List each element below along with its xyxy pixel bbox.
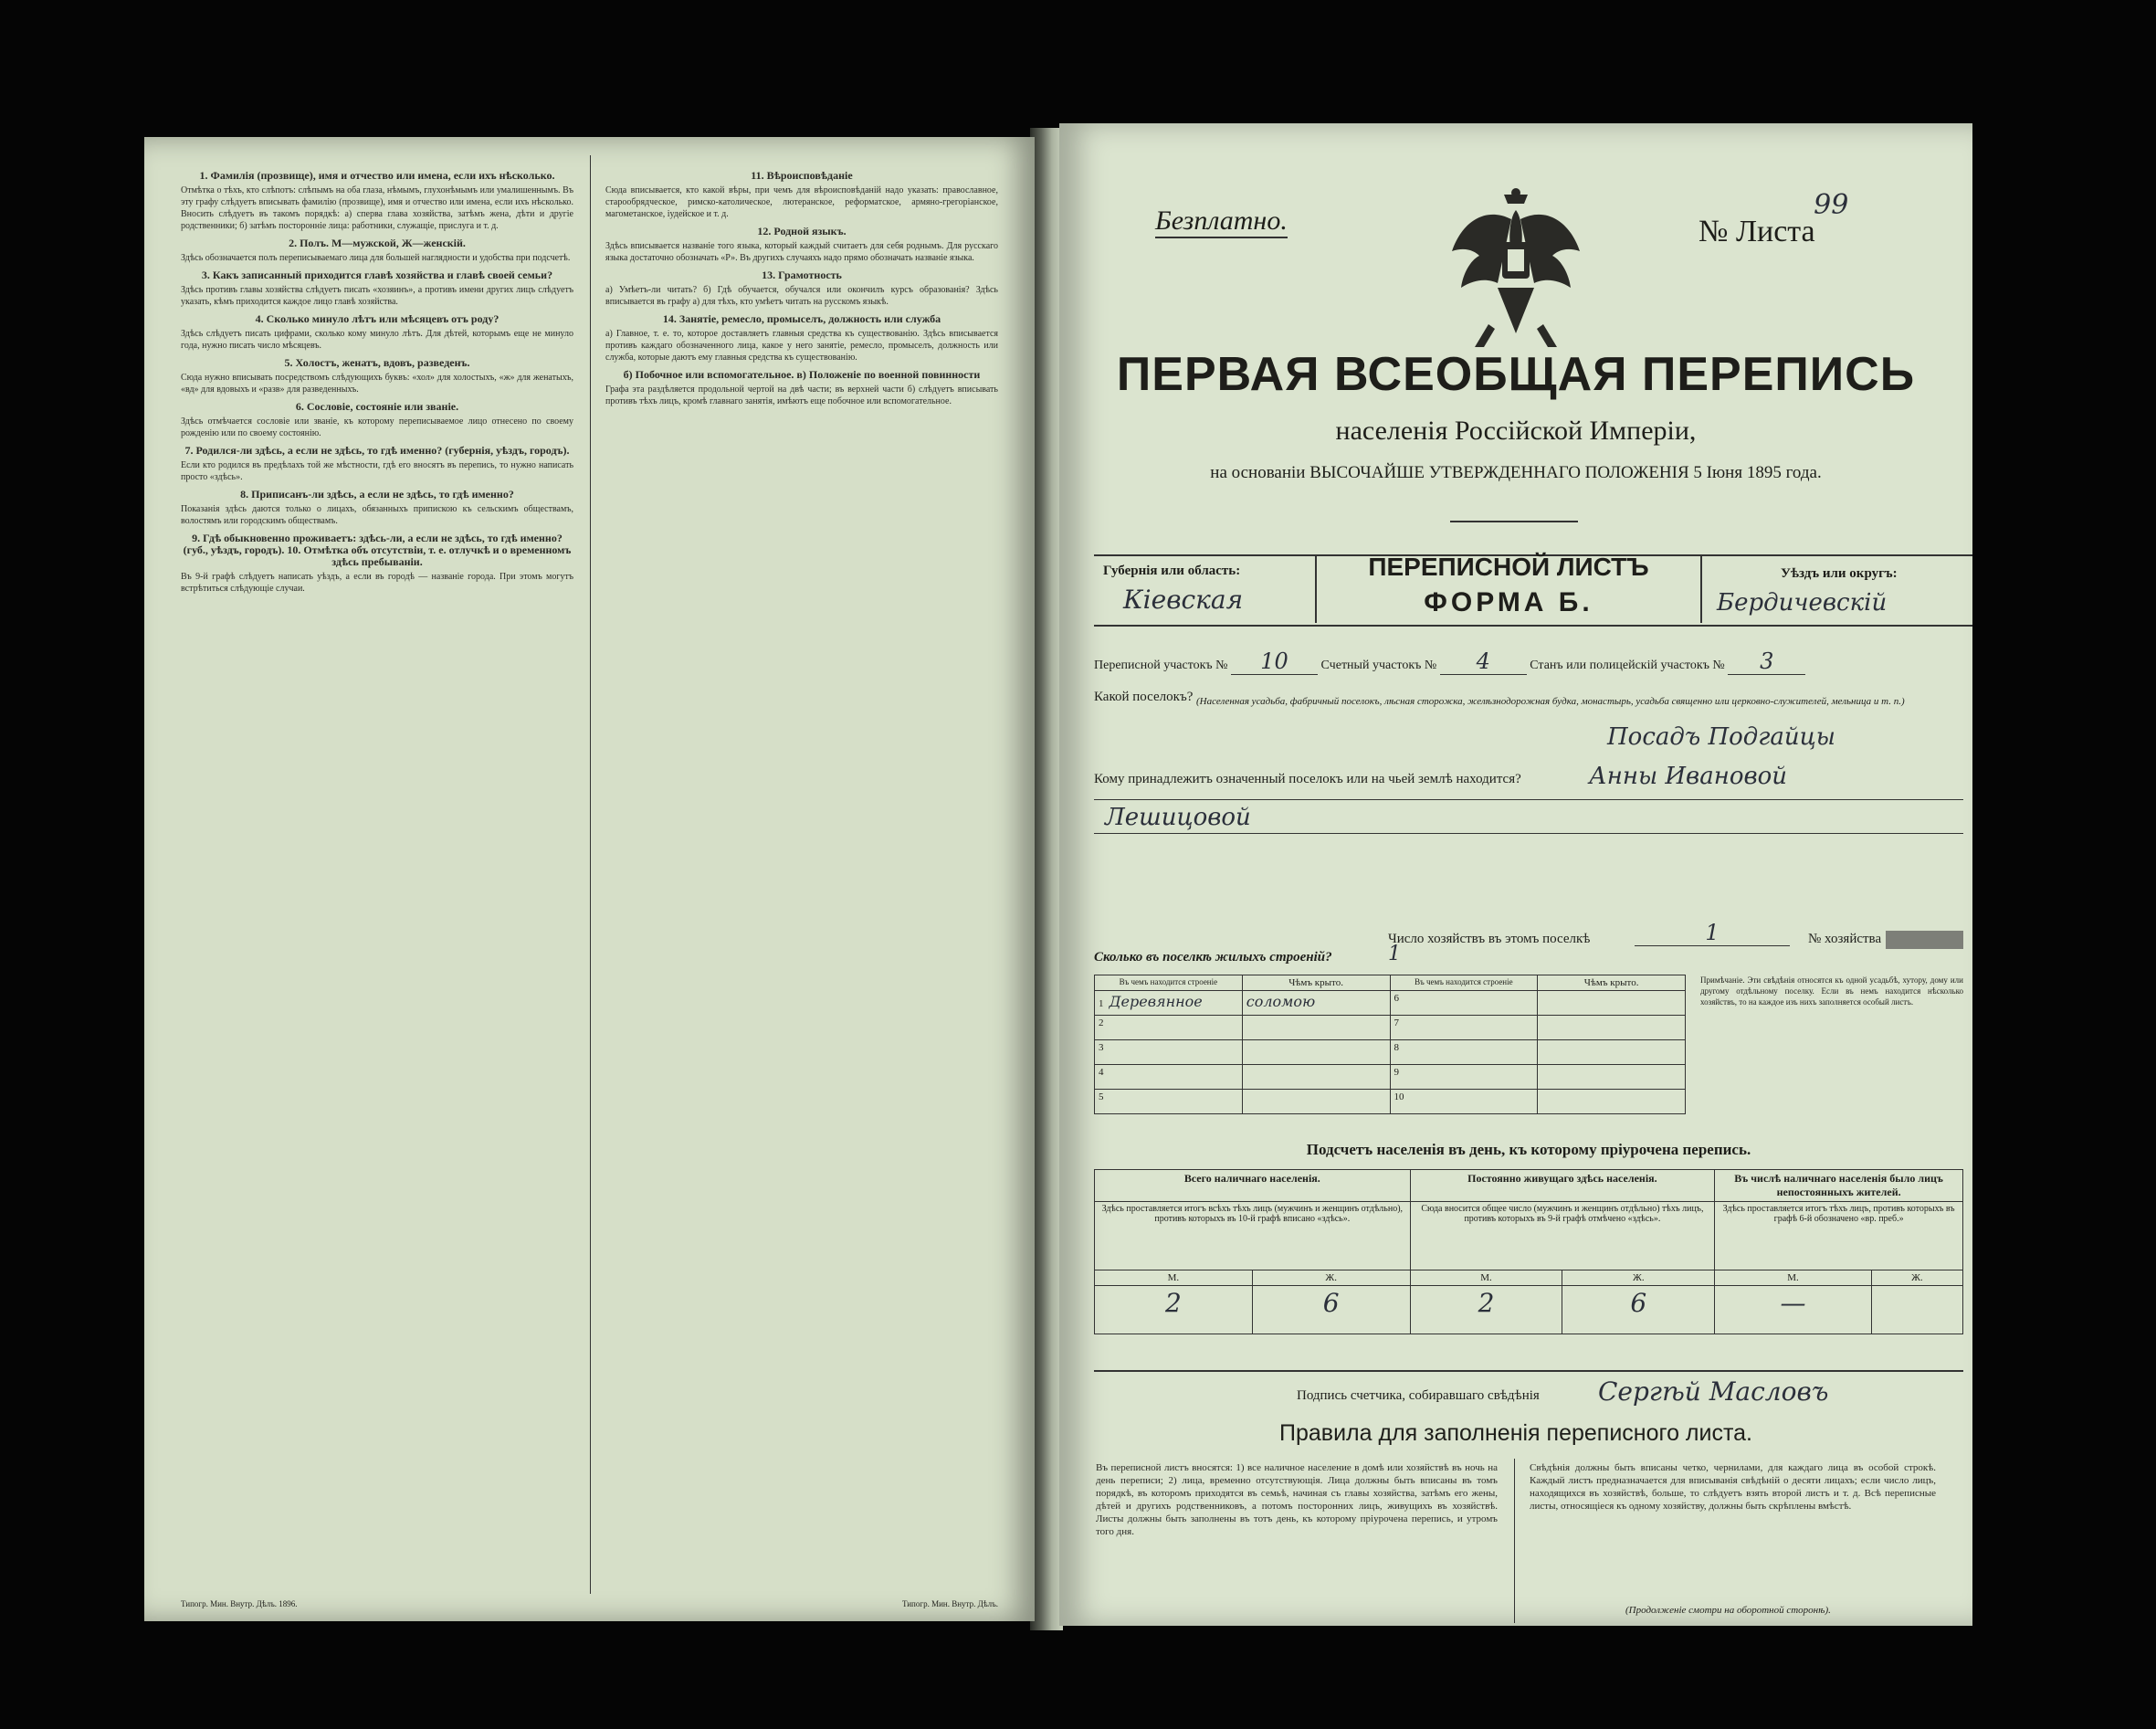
female-label: Ж. [1871,1270,1962,1286]
table-row [1095,991,1686,1016]
population-title: Подсчетъ населенія въ день, къ которому пріурочена перепись. [1306,1141,1751,1158]
column-divider [590,155,591,1594]
population-column-description: Здѣсь проставляется итогъ тѣхъ лицъ, противъ которыхъ въ графѣ 6-й обозначено «вр. преб.» [1715,1202,1963,1270]
header-divider-right [1700,554,1702,623]
settlement-label: Какой поселокъ? [1094,690,1194,704]
row-number: 6 [1390,991,1538,1016]
section-text: Графа эта раздѣляется продольной чертой на двѣ части; въ верхней части б) слѣдуетъ вписывать противъ тѣхъ лицъ, кромѣ главнаго занятія, имѣютъ еще побочное или вспомогательное. [605,385,998,406]
roof-cell: соломою [1242,991,1390,1016]
census-title: ПЕРВАЯ ВСЕОБЩАЯ ПЕРЕПИСЬ [1116,348,1916,401]
female-count: 6 [1252,1286,1410,1334]
settlement-note: (Населенная усадьба, фабричный поселокъ, лѣсная сторожка, желѣзнодорожная будка, монастырь, усадьба священно или церковно-служителей, мельница и т. п.) [1196,696,1905,707]
left-footer-imprint: Типогр. Мин. Внутр. Дѣлъ. 1896. [181,1599,298,1608]
imperial-eagle-emblem [1447,187,1584,352]
table-row [1095,1016,1686,1040]
continued-note: (Продолженіе смотри на оборотной сторонѣ). [1625,1605,1831,1616]
male-count: 2 [1095,1286,1253,1334]
roof-cell [1242,1016,1390,1040]
table-row [1095,1065,1686,1090]
rules-column-1: Въ переписной листъ вносятся: 1) все наличное население в домѣ или хозяйствѣ въ ночь на день переписи; 2) лица, временно отсутствующія. Лица должны быть вписаны въ томъ порядкѣ, въ которомъ приходятся въ семьѣ, начиная съ главы хозяйства, затѣмъ его жены, дѣтей и другихъ родственниковъ, а потомъ посторонних лицъ, живущихъ въ хозяйствѣ. Листы должны быть заполнены въ тотъ день, къ которому пріурочена перепись, и утромъ того дня. [1096,1462,1498,1537]
form-name: ФОРМА Б. [1424,587,1593,617]
settlement-value: Посадъ Подгайцы [1607,723,1835,751]
section-text: Здѣсь слѣдуетъ писать цифрами, сколько кому минуло лѣтъ. Для дѣтей, которымъ еще не минуло года, нужно писать число мѣсяцевъ. [181,329,573,351]
roof-cell [1538,1065,1686,1090]
signature-label: Подпись счетчика, собиравшаго свѣдѣнія [1297,1388,1540,1403]
count-district-value: 4 [1440,648,1527,675]
census-subtitle: населенія Россійской Имперіи, [1335,416,1697,446]
section-heading: 6. Сословіе, состояніе или званіе. [295,400,459,413]
roof-cell [1242,1040,1390,1065]
roof-cell [1242,1065,1390,1090]
male-label: М. [1715,1270,1872,1286]
row-number: 3 [1095,1040,1243,1065]
census-form-page [1059,123,1972,1626]
section-text: Отмѣтка о тѣхъ, кто слѣпотъ: слѣпымъ на оба глаза, нѣмымъ, глухонѣмымъ или умалишеннымъ. Въ эту графу слѣдуетъ вписывать фамилію (прозвище), имя и отчество или имена, если ихъ нѣсколько. Вносить слѣдуетъ въ такомъ порядкѣ: а) сперва глава хозяйства, затѣмъ жена, дѣти и другіе родственники; б) затѣмъ посторонніе лица: работники, служащіе, прислуга и т. д. [181,185,573,231]
county-value: Бердичевскій [1717,589,1888,617]
section-heading: 7. Родился-ли здѣсь, а если не здѣсь, то гдѣ именно? (губернія, уѣздъ, городъ). [184,444,570,457]
population-column-description: Здѣсь проставляется итогъ всѣхъ тѣхъ лицъ (мужчинъ и женщинъ отдѣльно), противъ которыхъ въ 10-й графѣ вписано «здѣсь». [1095,1202,1411,1270]
row-number: 10 [1390,1090,1538,1114]
household-number-label: № хозяйства [1808,932,1882,946]
buildings-value: 1 [1388,943,1401,965]
buildings-label: Сколько въ поселкѣ жилыхъ строеній? [1094,950,1332,965]
count-district-label: Счетный участокъ № [1320,659,1437,672]
signature-rule [1094,1370,1963,1372]
male-count: 2 [1410,1286,1562,1334]
row-number: 2 [1095,1016,1243,1040]
section-text: Сюда нужно вписывать посредствомъ слѣдующихъ буквъ: «хол» для холостыхъ, «ж» для женатыхъ, «вд» для вдовыхъ и «разв» для разведенныхъ. [181,373,573,395]
free-label: Безплатно. [1155,206,1288,238]
female-label: Ж. [1252,1270,1410,1286]
owner-value-continued: Лешицовой [1105,804,1251,831]
title-rule [1450,521,1578,522]
row-number: 4 [1095,1065,1243,1090]
population-column-heading: Всего наличнаго населенія. [1095,1170,1411,1202]
roof-cell [1242,1090,1390,1114]
section-heading: 11. Вѣроисповѣданіе [751,169,853,182]
section-text: Здѣсь отмѣчается сословіе или званіе, къ которому переписываемое лицо отнесено по своему рожденію или по своему состоянію. [181,416,573,438]
section-text: Здѣсь вписывается названіе того языка, который каждый считаетъ для себя роднымъ. Для русскаго языка достаточно обозначать «Р». Въ другихъ случаяхъ надо прямо обозначать названіе языка. [605,241,998,263]
buildings-header-material-right: Въ чемъ находится строеніе [1390,975,1538,991]
section-text: Здѣсь обозначается полъ переписываемаго лица для большей наглядности и удобства при подсчетѣ. [181,253,571,263]
row-number: 7 [1390,1016,1538,1040]
rules-title: Правила для заполненія переписного листа. [1279,1420,1752,1446]
population-table [1094,1169,1963,1334]
households-value: 1 [1635,920,1790,946]
section-text: а) Умѣетъ-ли читать? б) Гдѣ обучается, обучался или окончилъ курсъ образованія? Здѣсь вписывается въ графу а) для тѣхъ, кто умѣетъ читать на русскомъ языкѣ. [605,285,998,307]
buildings-header-roof-left: Чѣмъ крыто. [1242,975,1390,991]
section-heading: 3. Какъ записанный приходится главѣ хозяйства и главѣ своей семьи? [201,269,553,281]
household-number-redacted [1886,931,1963,949]
table-row [1095,1090,1686,1114]
material-value: Деревянное [1109,993,1203,1010]
form-title: ПЕРЕПИСНОЙ ЛИСТЪ [1368,553,1649,581]
owner-value: Анны Ивановой [1589,763,1788,790]
population-column-heading: Въ числѣ наличнаго населенія было лицъ непостоянныхъ жителей. [1715,1170,1963,1202]
row-number: 5 [1095,1090,1243,1114]
section-heading: 4. Сколько минуло лѣтъ или мѣсяцевъ отъ роду? [255,312,500,325]
row-number: 8 [1390,1040,1538,1065]
section-heading: 9. Гдѣ обыкновенно проживаетъ: здѣсь-ли, а если не здѣсь, то гдѣ именно? (губ., уѣздъ, городъ). 10. Отмѣтка объ отсутствіи, т. е. отлучкѣ и о временномъ здѣсь пребываніи. [183,532,572,568]
section-heading: 13. Грамотность [762,269,842,281]
police-label: Станъ или полицейскій участокъ № [1530,659,1725,672]
buildings-note: Примѣчаніе. Эти свѣдѣнія относятся къ одной усадьбѣ, хутору, дому или другому отдѣльному поселку. Если въ немъ находится нѣсколько хозяйствъ, то на каждое изъ нихъ заполняется особый листъ. [1700,975,1963,1007]
district-value: 10 [1231,648,1318,675]
section-text: Здѣсь противъ главы хозяйства слѣдуетъ писать «хозяинъ», а противъ имени других лицъ слѣдуетъ указать, кѣмъ приходится каждое лицо главѣ хозяйства. [181,285,573,307]
right-footer-imprint: Типогр. Мин. Внутр. Дѣлъ. [901,1599,998,1608]
book-gutter [1030,128,1063,1630]
male-count: — [1715,1286,1872,1334]
left-column-2 [605,164,998,1585]
section-text: Если кто родился въ предѣлахъ той же мѣстности, гдѣ его вносятъ въ перепись, то нужно написать просто «здѣсь». [181,460,573,482]
police-value: 3 [1728,648,1805,675]
section-text: Въ 9-й графѣ слѣдуетъ написать уѣздъ, а если въ городѣ — названіе города. При этомъ могутъ встрѣтиться слѣдующіе случаи. [181,572,573,594]
signature-value: Сергѣй Масловъ [1598,1376,1829,1407]
section-text: Показанія здѣсь даются только о лицахъ, обязанныхъ припискою къ сельскимъ обществамъ, волостямъ или городскимъ обществамъ. [181,504,573,526]
buildings-table [1094,975,1686,1114]
left-column-1 [181,164,573,1585]
section-heading: 5. Холостъ, женатъ, вдовъ, разведенъ. [284,356,470,369]
owner-label: Кому принадлежитъ означенный поселокъ или на чьей землѣ находится? [1094,772,1521,786]
province-value: Кіевская [1123,585,1244,615]
section-heading: 1. Фамилія (прозвище), имя и отчество или имена, если ихъ нѣсколько. [199,169,555,182]
rules-divider [1514,1459,1515,1623]
province-label: Губернія или область: [1103,564,1241,578]
roof-cell [1538,1040,1686,1065]
section-heading: 2. Полъ. М—мужской, Ж—женскій. [289,237,466,249]
roof-cell [1538,1016,1686,1040]
population-column-description: Сюда вносится общее число (мужчинъ и женщинъ отдѣльно) тѣхъ лицъ, противъ которыхъ въ 9-й графѣ отмѣчено «здѣсь». [1410,1202,1715,1270]
table-row [1095,1040,1686,1065]
households-label: Число хозяйствъ въ этомъ поселкѣ [1388,932,1591,946]
sheet-number [1699,189,1857,249]
owner-line-2 [1094,804,1963,834]
population-column-heading: Постоянно живущаго здѣсь населенія. [1410,1170,1715,1202]
roof-cell [1538,1090,1686,1114]
section-text: а) Главное, т. е. то, которое доставляетъ главныя средства къ существованію. Здѣсь вписывается противъ каждаго обозначенного лица, какое у него занятіе, ремесло, промыселъ, должность или служба, которые даютъ ему главныя средства къ существованію. [605,329,998,363]
female-label: Ж. [1562,1270,1715,1286]
male-label: М. [1095,1270,1253,1286]
county-label: Уѣздъ или округъ: [1781,566,1898,581]
section-text: Сюда вписывается, кто какой вѣры, при чемъ для вѣроисповѣданій надо указать: православное, старообрядческое, римско-католическое, лютеранское, реформатское, армяно-грегоріанское, магометанское, іудейское и т. д. [605,185,998,219]
section-heading: 12. Родной языкъ. [757,225,847,237]
section-heading: б) Побочное или вспомогательное. в) Положеніе по военной повинности [623,368,981,381]
row-number: 9 [1390,1065,1538,1090]
district-line [1094,648,1961,675]
buildings-header-roof-right: Чѣмъ крыто. [1538,975,1686,991]
male-label: М. [1410,1270,1562,1286]
row-number: 1 [1099,998,1104,1009]
sheet-number-value: 99 [1814,189,1849,221]
female-count: 6 [1562,1286,1715,1334]
census-basis: на основаніи ВЫСОЧАЙШЕ УТВЕРЖДЕННАГО ПОЛОЖЕНІЯ 5 Іюня 1895 года. [1210,463,1822,482]
roof-cell [1538,991,1686,1016]
sheet-number-label: № Листа [1699,215,1815,248]
district-label: Переписной участокъ № [1094,659,1228,672]
section-heading: 8. Приписанъ-ли здѣсь, а если не здѣсь, то гдѣ именно? [240,488,514,501]
section-heading: 14. Занятіе, ремесло, промыселъ, должность или служба [662,312,941,325]
rules-column-2: Свѣдѣнія должны быть вписаны четко, чернилами, для каждаго лица въ особой строкѣ. Каждый листъ предназначается для вписыванія свѣдѣній о десяти лицахъ; если число лицъ, находящихся въ хозяйствѣ, больше, то слѣдуетъ взять второй листъ и т. д. Всѣ переписные листы, относящіеся къ одному хозяйству, должны быть скрѣплены вмѣстѣ. [1530,1462,1936,1512]
row-number [1095,991,1243,1016]
buildings-header-material-left: Въ чемъ находится строеніе [1095,975,1243,991]
left-page [144,137,1035,1621]
female-count [1871,1286,1962,1334]
